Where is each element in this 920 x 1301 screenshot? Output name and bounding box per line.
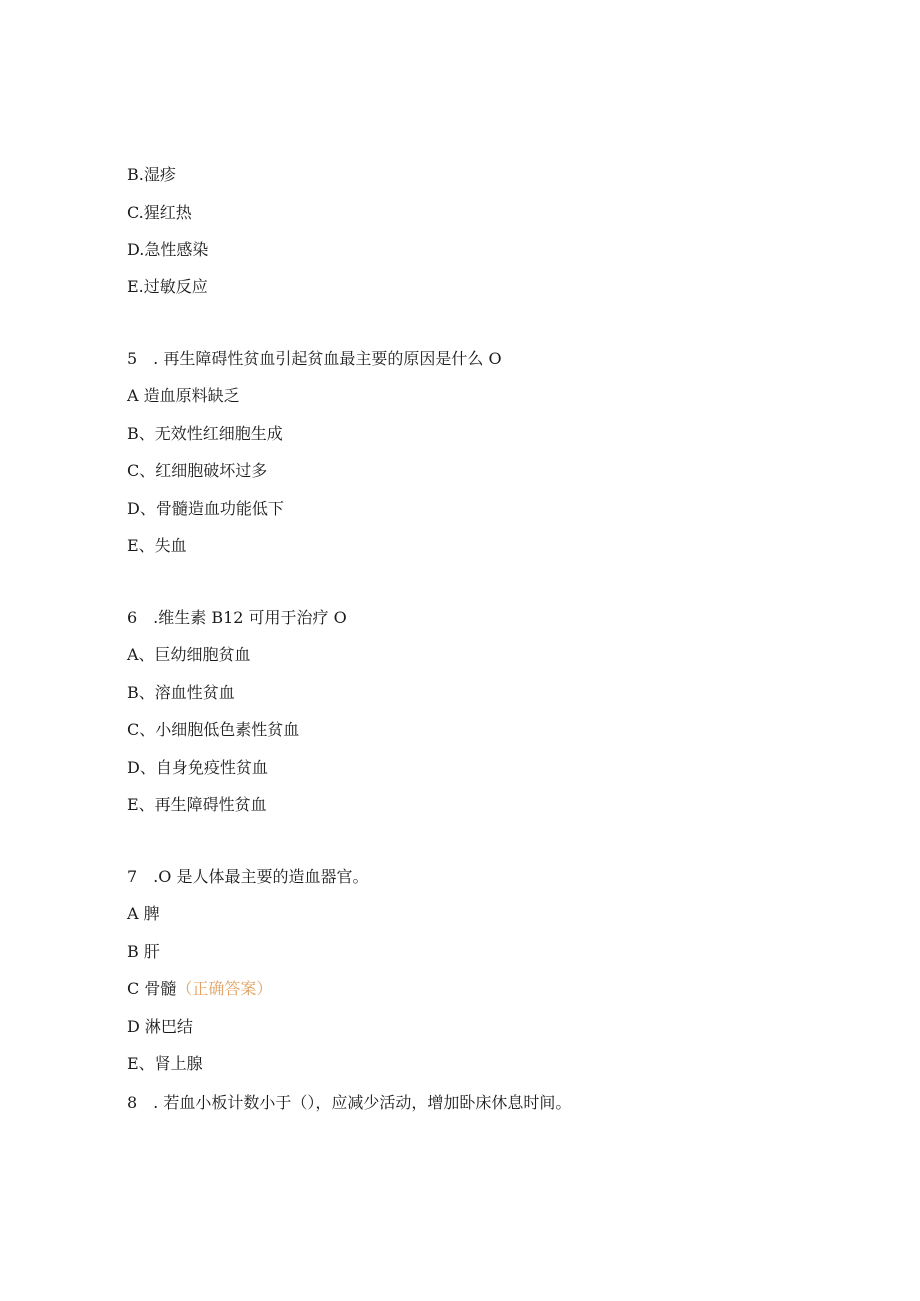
q5-option-a: A 造血原料缺乏 xyxy=(127,386,240,405)
q6-option-d: D、自身免疫性贫血 xyxy=(127,758,268,777)
q7-option-a: A 脾 xyxy=(127,904,160,923)
q7-option-c xyxy=(127,979,272,999)
q6-option-c: C、小细胞低色素性贫血 xyxy=(127,720,300,739)
option-d: D.急性感染 xyxy=(127,240,209,259)
q7-option-e: E、肾上腺 xyxy=(127,1054,203,1073)
question-8-stem: 8 . 若血小板计数小于（），应减少活动，增加卧床休息时间。 xyxy=(127,1093,572,1112)
correct-answer-mark: （正确答案） xyxy=(176,979,273,998)
option-c: C.猩红热 xyxy=(127,203,192,222)
q5-option-c: C、红细胞破坏过多 xyxy=(127,461,268,480)
q7-option-b: B 肝 xyxy=(127,942,160,961)
q7-option-c-text: C 骨髓 xyxy=(127,979,177,998)
q5-option-e: E、失血 xyxy=(127,536,187,555)
question-7-stem: 7 .O 是人体最主要的造血器官。 xyxy=(127,867,369,886)
question-6-stem: 6 .维生素 B12 可用于治疗 O xyxy=(127,608,347,627)
q6-option-b: B、溶血性贫血 xyxy=(127,683,235,702)
q6-option-e: E、再生障碍性贫血 xyxy=(127,795,267,814)
question-5-stem: 5 . 再生障碍性贫血引起贫血最主要的原因是什么 O xyxy=(127,349,502,368)
q6-option-a: A、巨幼细胞贫血 xyxy=(127,645,251,664)
option-e: E.过敏反应 xyxy=(127,277,208,296)
option-b: B.湿疹 xyxy=(127,165,176,184)
q7-option-d: D 淋巴结 xyxy=(127,1017,193,1036)
q5-option-b: B、无效性红细胞生成 xyxy=(127,424,283,443)
q5-option-d: D、骨髓造血功能低下 xyxy=(127,499,284,518)
